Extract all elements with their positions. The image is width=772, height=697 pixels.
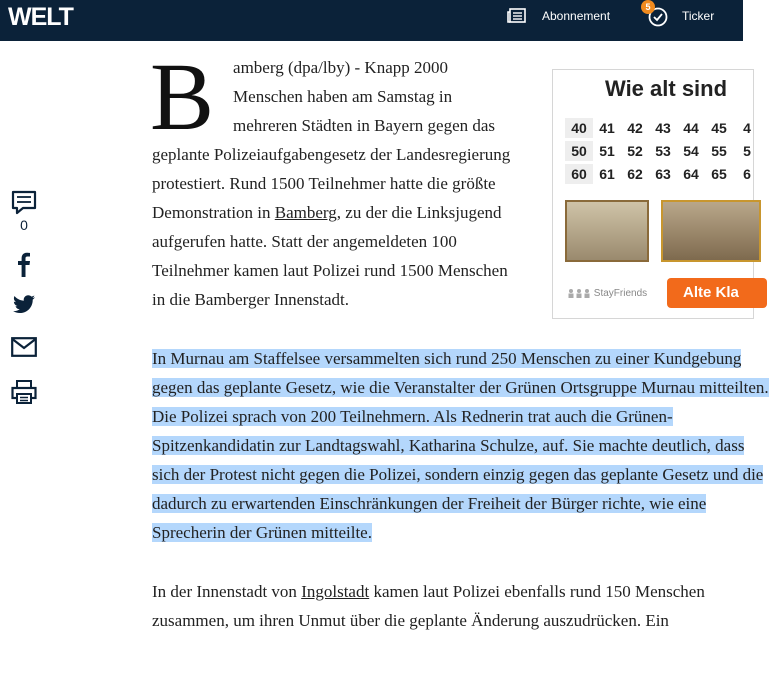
ad-number-row	[565, 118, 761, 138]
paragraph-1-text-b: , zu der die Linksjugend aufgerufen hatte. Statt der angemeldeten 100 Teilnehmer kamen laut Polizei rund 1500 Menschen in die Bamberger Innenstadt.	[152, 203, 508, 309]
ad-number: 62	[627, 166, 643, 182]
ad-number: 60	[565, 164, 593, 184]
ad-number: 5	[743, 143, 751, 159]
ad-number: 43	[655, 120, 671, 136]
article-paragraph-3	[152, 577, 772, 635]
paragraph-1-text-a: amberg (dpa/lby) - Knapp 2000 Menschen haben am Samstag in mehreren Städten in Bayern gegen das geplante Polizeiaufgabengesetz der Landesregierung protestiert. Rund 1500 Teilnehmer hatte die größte Demonstration in	[152, 58, 511, 222]
ad-number: 44	[683, 120, 699, 136]
print-button[interactable]	[0, 379, 48, 405]
newspaper-icon[interactable]	[507, 8, 527, 24]
ticker-link[interactable]: Ticker	[682, 9, 715, 23]
twitter-icon	[12, 294, 36, 316]
ad-number: 42	[627, 120, 643, 136]
ad-number: 40	[565, 118, 593, 138]
ad-number: 50	[565, 141, 593, 161]
ad-class-photo-1	[565, 200, 649, 262]
ad-number: 64	[683, 166, 699, 182]
ingolstadt-link[interactable]: Ingolstadt	[301, 582, 370, 601]
ad-number: 55	[711, 143, 727, 159]
ad-number: 54	[683, 143, 699, 159]
stayfriends-logo-text: StayFriends	[593, 288, 648, 299]
email-share-button[interactable]	[0, 337, 48, 357]
ad-number: 65	[711, 166, 727, 182]
paragraph-3-text-a: In der Innenstadt von	[152, 582, 302, 601]
drop-cap: B	[150, 43, 215, 150]
ticker-badge: 5	[641, 0, 655, 14]
top-navigation-bar	[0, 0, 743, 41]
welt-logo[interactable]: WELT	[8, 3, 73, 31]
ad-number: 63	[655, 166, 671, 182]
ad-number: 41	[599, 120, 615, 136]
ad-number: 6	[743, 166, 751, 182]
stayfriends-logo	[567, 288, 647, 299]
bamberg-link[interactable]: Bamberg	[274, 203, 337, 222]
abonnement-link[interactable]: Abonnement	[542, 9, 611, 23]
stayfriends-advertisement[interactable]	[552, 69, 754, 319]
ad-number-row	[565, 164, 761, 184]
facebook-icon	[12, 251, 36, 277]
article-paragraph-2	[152, 344, 772, 547]
ad-number: 45	[711, 120, 727, 136]
article-paragraph-1	[150, 43, 514, 314]
paragraph-3-text-b: kamen laut Polizei ebenfalls rund 150 Menschen zusammen, um ihren Unmut über die geplante Änderung auszudrücken. Ein	[152, 582, 705, 630]
ad-class-photo-2	[661, 200, 761, 262]
ad-number: 53	[655, 143, 671, 159]
ad-number: 61	[599, 166, 615, 182]
comment-icon	[11, 190, 37, 216]
comments-button[interactable]	[0, 190, 48, 216]
ad-number: 51	[599, 143, 615, 159]
mail-icon	[11, 337, 37, 357]
ad-number: 52	[627, 143, 643, 159]
printer-icon	[11, 379, 37, 405]
stayfriends-people-icon	[567, 288, 591, 298]
ad-number-row	[565, 141, 761, 161]
comment-count: 0	[20, 217, 28, 233]
ad-cta-button[interactable]: Alte Kla	[667, 278, 767, 308]
ad-title: Wie alt sind	[605, 76, 728, 101]
selected-text: In Murnau am Staffelsee versammelten sich rund 250 Menschen zu einer Kundgebung gegen das geplante Gesetz, wie die Veranstalter der Grünen Ortsgruppe Murnau mitteilten. Die Polizei sprach von 200 Teilnehmern. Als Rednerin trat auch die Grünen-Spitzenkandidatin zur Landtagswahl, Katharina Schulze, auf. Sie machte deutlich, dass sich der Protest nicht gegen die Polizei, sondern einzig gegen das geplante Gesetz und die dadurch zu erwartenden Einschränkungen der Freiheit der Bürger richte, wie eine Sprecherin der Grünen mitteilte.	[152, 349, 769, 542]
ad-number: 4	[743, 120, 751, 136]
facebook-share-button[interactable]	[0, 251, 48, 277]
twitter-share-button[interactable]	[0, 294, 48, 316]
